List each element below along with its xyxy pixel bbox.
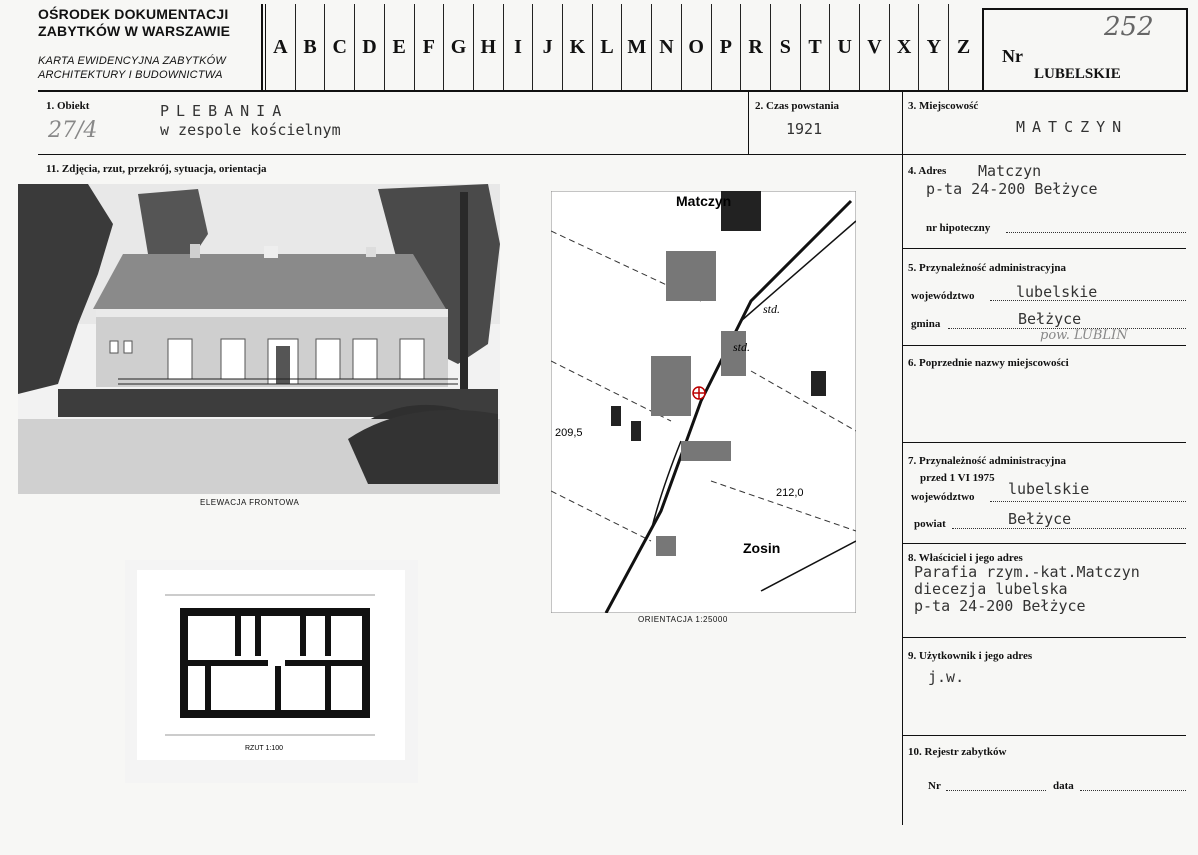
letter-a: A <box>266 4 296 90</box>
building-photo <box>18 184 500 494</box>
wlasciciel-line1: Parafia rzym.-kat.Matczyn <box>914 563 1140 581</box>
rejestr-data-label: data <box>1053 780 1074 792</box>
letter-j: J <box>533 4 563 90</box>
voivodeship-stamp: LUBELSKIE <box>1034 66 1121 82</box>
floor-plan-scale: RZUT 1:100 <box>245 745 283 752</box>
rejestr-nr-label: Nr <box>928 780 941 792</box>
przed1975-woj-field <box>990 501 1186 502</box>
record-number-handwritten: 252 <box>1104 12 1154 42</box>
letter-v: V <box>860 4 890 90</box>
letter-x: X <box>890 4 920 90</box>
gmina-value: Bełżyce <box>1018 310 1082 328</box>
letter-y: Y <box>919 4 949 90</box>
floor-plan <box>125 560 418 783</box>
adres-bottom-rule <box>903 248 1186 249</box>
org-name-line2: ZABYTKÓW W WARSZAWIE <box>38 23 231 39</box>
miejscowosc-label: 3. Miejscowość <box>908 100 979 112</box>
building-photo-image <box>18 184 500 494</box>
wlasciciel-bottom-rule <box>903 637 1186 638</box>
card-kind-line2: ARCHITEKTURY I BUDOWNICTWA <box>38 69 223 81</box>
floor-plan-image <box>125 560 418 783</box>
letter-s: S <box>771 4 801 90</box>
rejestr-data-field <box>1080 790 1186 791</box>
letter-b: B <box>296 4 326 90</box>
rejestr-label: 10. Rejestr zabytków <box>908 746 1007 758</box>
miejscowosc-value: MATCZYN <box>1016 118 1129 136</box>
header-left <box>38 6 258 82</box>
letter-f: F <box>415 4 445 90</box>
letter-n: N <box>652 4 682 90</box>
letter-c: C <box>325 4 355 90</box>
adres-line1: Matczyn <box>978 162 1042 180</box>
przed1975-woj-label: województwo <box>911 491 975 503</box>
map-caption: ORIENTACJA 1:25000 <box>638 615 728 624</box>
uzytkownik-label: 9. Użytkownik i jego adres <box>908 650 1033 662</box>
letter-m: M <box>622 4 652 90</box>
poprzednie-bottom-rule <box>903 442 1186 443</box>
letter-l: L <box>593 4 623 90</box>
hipoteczny-label: nr hipoteczny <box>926 222 991 234</box>
powiat-label: powiat <box>914 518 946 530</box>
wojewodztwo-value: lubelskie <box>1016 283 1098 301</box>
record-number-box <box>982 8 1188 92</box>
przynaleznosc-hand-note: pow. LUBLIN <box>1040 328 1128 343</box>
powiat-value: Bełżyce <box>1008 510 1072 528</box>
uzytkownik-value: j.w. <box>928 668 965 686</box>
map-label-zosin: Zosin <box>743 540 781 556</box>
map-std-2: std. <box>733 340 751 354</box>
letter-h: H <box>474 4 504 90</box>
org-name-line1: OŚRODEK DOKUMENTACJI <box>38 6 229 22</box>
powiat-field <box>952 528 1186 529</box>
right-column-divider <box>902 92 903 825</box>
classification-letters <box>266 4 978 90</box>
przed1975-sub: przed 1 VI 1975 <box>920 472 995 484</box>
wojewodztwo-label: województwo <box>911 290 975 302</box>
letter-o: O <box>682 4 712 90</box>
obiekt-name: PLEBANIA <box>160 102 289 120</box>
record-number-label: Nr <box>1002 46 1023 66</box>
czas-value: 1921 <box>786 120 823 138</box>
uzytkownik-bottom-rule <box>903 735 1186 736</box>
photo-caption: ELEWACJA FRONTOWA <box>200 498 300 507</box>
wlasciciel-line2: diecezja lubelska <box>914 580 1068 598</box>
przynaleznosc-label: 5. Przynależność administracyjna <box>908 262 1066 274</box>
przynaleznosc-bottom-rule <box>903 345 1186 346</box>
przed1975-label: 7. Przynależność administracyjna <box>908 455 1066 467</box>
letter-r: R <box>741 4 771 90</box>
letter-p: P <box>712 4 742 90</box>
letter-k: K <box>563 4 593 90</box>
adres-label: 4. Adres <box>908 165 947 177</box>
przed1975-woj-value: lubelskie <box>1008 480 1090 498</box>
rejestr-nr-field <box>946 790 1046 791</box>
letter-z: Z <box>956 35 971 58</box>
przed1975-bottom-rule <box>903 543 1186 544</box>
czas-label: 2. Czas powstania <box>755 100 840 112</box>
adres-line2: p-ta 24-200 Bełżyce <box>926 180 1098 198</box>
header-divider-1 <box>261 4 263 90</box>
card-kind-line1: KARTA EWIDENCYJNA ZABYTKÓW <box>38 55 226 67</box>
letter-i: I <box>504 4 534 90</box>
header-bottom-rule <box>38 90 1186 92</box>
letter-g: G <box>444 4 474 90</box>
gmina-label: gmina <box>911 318 941 330</box>
letter-t: T <box>801 4 831 90</box>
obiekt-hand-note: 27/4 <box>48 118 98 143</box>
zdjecia-label: 11. Zdjęcia, rzut, przekrój, sytuacja, orientacja <box>46 163 267 175</box>
letter-d: D <box>355 4 385 90</box>
map-elev-1: 209,5 <box>555 427 583 439</box>
map-label-matczyn: Matczyn <box>676 193 732 209</box>
wlasciciel-line3: p-ta 24-200 Bełżyce <box>914 597 1086 615</box>
obiekt-label: 1. Obiekt <box>46 100 90 112</box>
poprzednie-label: 6. Poprzednie nazwy miejscowości <box>908 357 1069 369</box>
row1-divider-a <box>748 92 749 154</box>
wlasciciel-label: 8. Właściciel i jego adres <box>908 552 1023 564</box>
letter-u: U <box>830 4 860 90</box>
hipoteczny-field <box>1006 232 1186 233</box>
map-elev-2: 212,0 <box>776 487 804 499</box>
orientation-map <box>551 191 856 613</box>
orientation-map-image <box>551 191 856 613</box>
letter-e: E <box>385 4 415 90</box>
map-std-1: std. <box>763 302 781 316</box>
row1-bottom-rule <box>38 154 1186 155</box>
obiekt-desc: w zespole kościelnym <box>160 121 341 139</box>
